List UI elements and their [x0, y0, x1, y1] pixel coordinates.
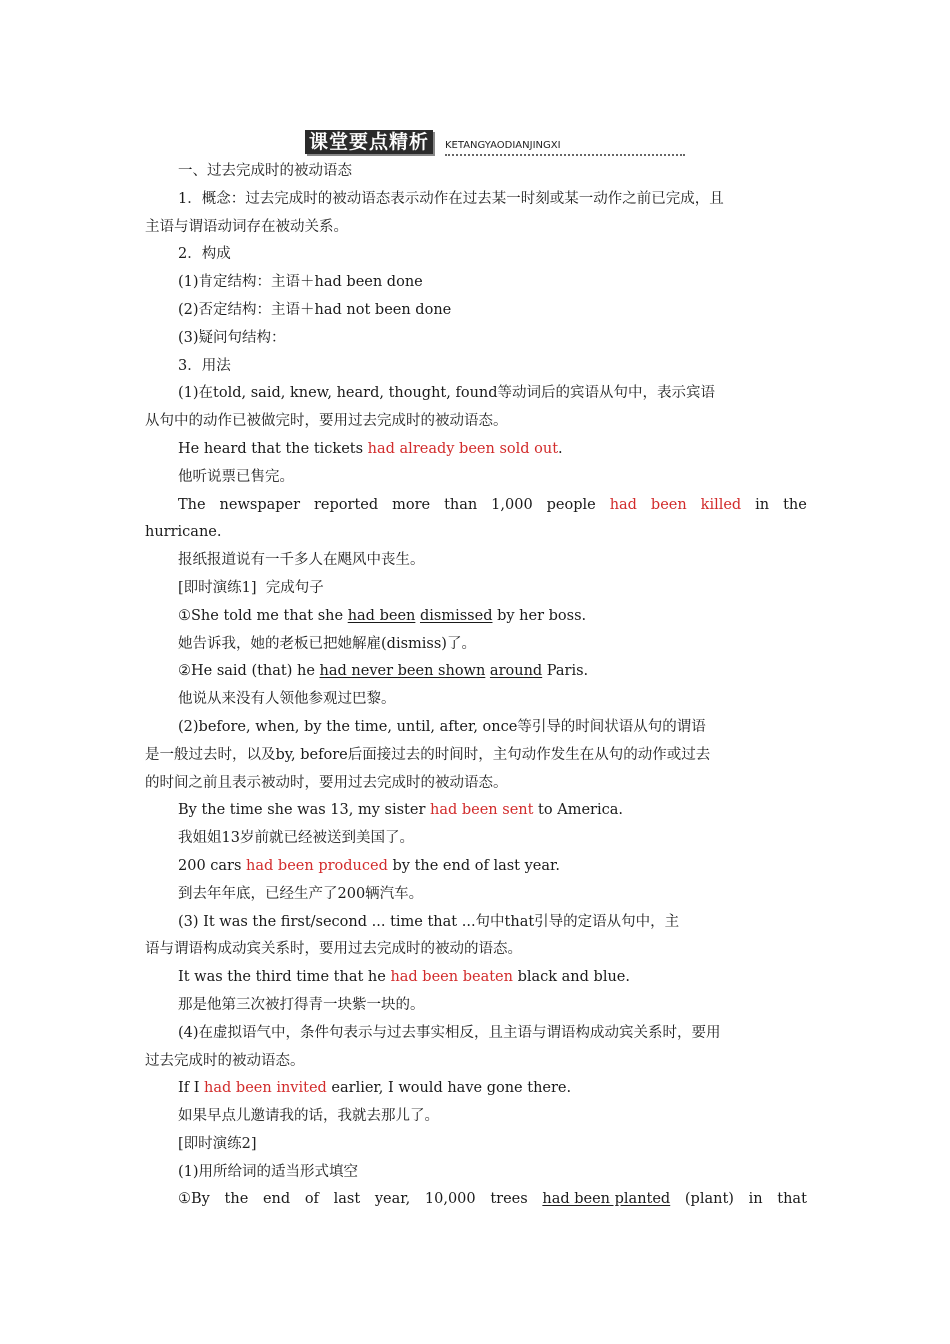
drill-heading — [145, 1131, 807, 1159]
drill-label: [即时演练1] — [178, 579, 257, 596]
word: in — [748, 1191, 763, 1208]
word: more — [392, 496, 431, 513]
example-sentence: hurricane. — [145, 524, 222, 541]
example-text: If I — [178, 1080, 205, 1097]
paragraph-line: (1)在told, said, knew, heard, thought, found等动词后的宾语从句中，表示宾语 — [178, 385, 716, 402]
highlighted-verb: had been sent — [429, 802, 534, 819]
example-translation: 那是他第三次被打得青一块紫一块的。 — [178, 996, 425, 1013]
word: in — [755, 496, 770, 513]
banner-dotted-rule — [445, 154, 685, 156]
paragraph-line: 语与谓语构成动宾关系时，要用过去完成时的被动的语态。 — [145, 941, 522, 958]
answer-blank: around — [489, 663, 543, 680]
paragraph-line: (2)否定结构：主语＋had not been done — [178, 301, 452, 318]
word: people — [546, 496, 596, 513]
answer-blank: had been — [347, 607, 416, 624]
word: ①By — [178, 1191, 210, 1208]
example-text: black and blue. — [512, 969, 630, 986]
word: that — [777, 1191, 807, 1208]
paragraph-line: 的时间之前且表示被动时，要用过去完成时的被动语态。 — [145, 774, 508, 791]
word: (plant) — [684, 1191, 734, 1208]
drill-label: [即时演练2] — [178, 1135, 257, 1152]
word: end — [262, 1191, 291, 1208]
subheading: 2．构成 — [178, 246, 231, 263]
example-translation: 报纸报道说有一千多人在飓风中丧生。 — [178, 552, 425, 569]
banner-pinyin: KETANGYAODIANJINGXI — [445, 140, 561, 151]
drill-text: Paris. — [542, 663, 589, 680]
paragraph-line: 过去完成时的被动语态。 — [145, 1052, 305, 1069]
paragraph-line: (1)肯定结构：主语＋had been done — [178, 274, 423, 291]
paragraph-line: 主语与谓语动词存在被动关系。 — [145, 218, 348, 235]
highlighted-word: had — [609, 496, 637, 513]
word: the — [224, 1191, 249, 1208]
word: year, — [374, 1191, 411, 1208]
word: newspaper — [219, 496, 301, 513]
drill-text: ②He said (that) he — [178, 663, 320, 680]
paragraph-line: (4)在虚拟语气中，条件句表示与过去事实相反，且主语与谓语构成动宾关系时，要用 — [178, 1024, 721, 1041]
drill-text: ①She told me that she — [178, 607, 348, 624]
section-banner — [305, 128, 807, 158]
paragraph-line: (2)before, when, by the time, until, after, once等引导的时间状语从句的谓语 — [178, 718, 706, 735]
example-sentence — [145, 853, 807, 881]
drill-translation: 他说从来没有人领他参观过巴黎。 — [178, 691, 396, 708]
example-translation: 到去年年底，已经生产了200辆汽车。 — [178, 885, 424, 902]
word: 10,000 — [424, 1191, 476, 1208]
answer-blank: had been planted — [542, 1191, 671, 1208]
paragraph-line: 从句中的动作已被做完时，要用过去完成时的被动语态。 — [145, 413, 508, 430]
word: trees — [490, 1191, 528, 1208]
document-page — [145, 128, 807, 1214]
paragraph-line: 是一般过去时，以及by, before后面接过去的时间时，主句动作发生在从句的动作或过去 — [145, 746, 711, 763]
answer-blank: dismissed — [419, 607, 493, 624]
word: last — [333, 1191, 361, 1208]
example-text: to America. — [533, 802, 623, 819]
answer-blank: had never been shown — [319, 663, 486, 680]
example-sentence-justified — [145, 492, 807, 520]
subheading: 3．用法 — [178, 357, 231, 374]
word: the — [783, 496, 807, 513]
drill-item — [145, 603, 807, 631]
word: 1,000 — [491, 496, 533, 513]
word: The — [178, 496, 206, 513]
drill-heading — [145, 575, 807, 603]
highlighted-verb: had already been sold out — [367, 440, 559, 457]
section-heading: 一、过去完成时的被动语态 — [178, 163, 352, 179]
drill-instruction: (1)用所给词的适当形式填空 — [178, 1163, 359, 1180]
word: reported — [314, 496, 379, 513]
word: than — [444, 496, 478, 513]
example-translation: 我姐姐13岁前就已经被送到美国了。 — [178, 830, 414, 847]
example-sentence — [145, 964, 807, 992]
drill-item — [145, 658, 807, 686]
example-text: . — [558, 440, 563, 457]
drill-text: by her boss. — [492, 607, 587, 624]
example-text: by the end of last year. — [387, 857, 560, 874]
example-text: By the time she was 13, my sister — [178, 802, 430, 819]
example-translation: 如果早点儿邀请我的话，我就去那儿了。 — [178, 1108, 439, 1125]
example-translation: 他听说票已售完。 — [178, 468, 294, 485]
highlighted-verb: had been produced — [246, 857, 388, 874]
example-sentence — [145, 1075, 807, 1103]
highlighted-verb: had been invited — [204, 1080, 327, 1097]
drill-translation: 她告诉我，她的老板已把她解雇(dismiss)了。 — [178, 635, 476, 652]
example-text: earlier, I would have gone there. — [326, 1080, 572, 1097]
highlighted-word: killed — [700, 496, 742, 513]
example-sentence — [145, 436, 807, 464]
example-text: He heard that the tickets — [178, 440, 368, 457]
drill-item-justified — [145, 1186, 807, 1214]
drill-task: 完成句子 — [265, 579, 324, 596]
example-text: 200 cars — [178, 857, 247, 874]
example-text: It was the third time that he — [178, 969, 391, 986]
word: of — [304, 1191, 319, 1208]
highlighted-verb: had been beaten — [390, 969, 513, 986]
paragraph-line: (3) It was the first/second ... time that ...句中that引导的定语从句中，主 — [178, 913, 680, 930]
banner-title: 课堂要点精析 — [305, 130, 433, 154]
example-sentence — [145, 797, 807, 825]
paragraph-line: (3)疑问句结构： — [178, 329, 286, 346]
paragraph-line: 1．概念：过去完成时的被动语态表示动作在过去某一时刻或某一动作之前已完成，且 — [178, 190, 724, 207]
highlighted-word: been — [650, 496, 687, 513]
